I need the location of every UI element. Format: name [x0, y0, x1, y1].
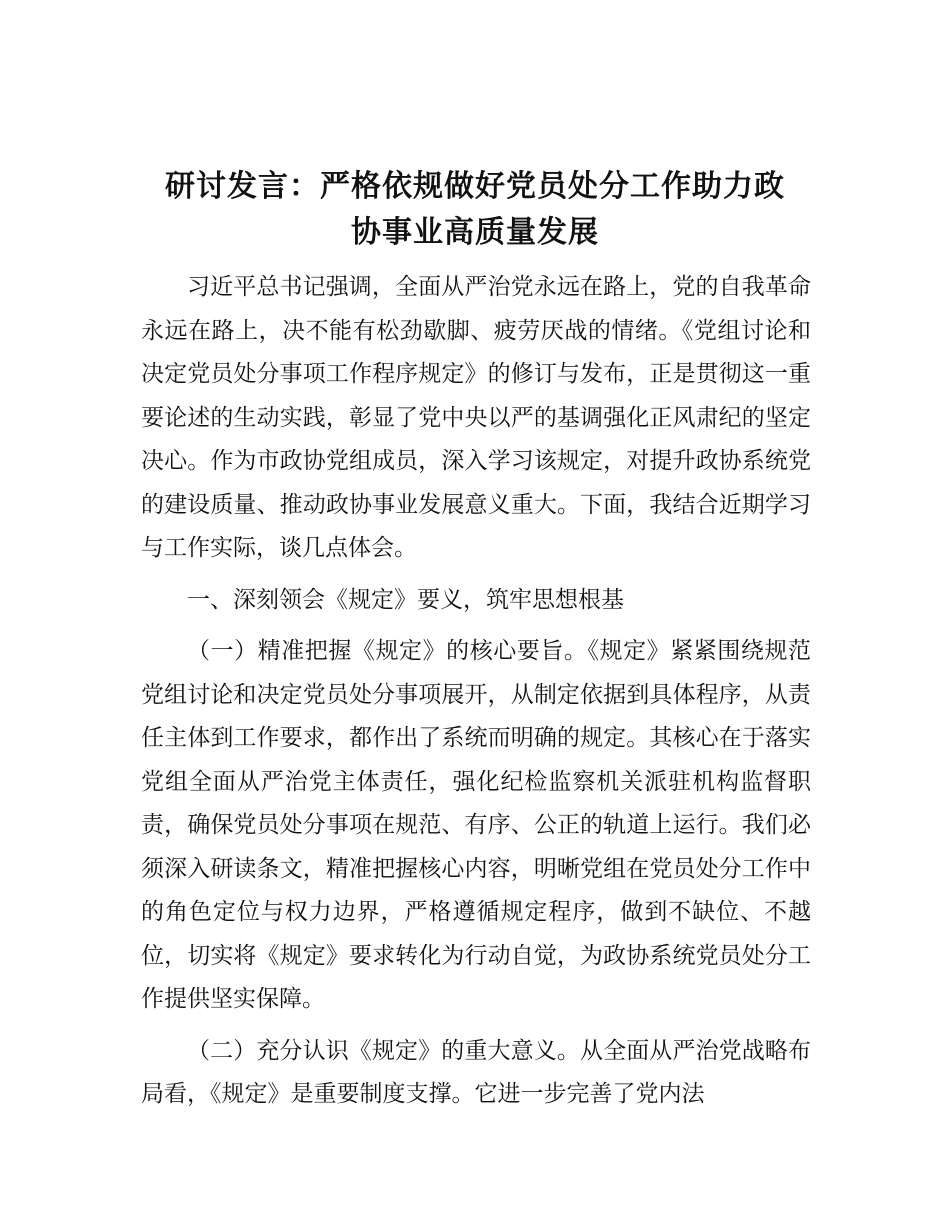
- section-heading-1: 一、深刻领会《规定》要义，筑牢思想根基: [187, 586, 624, 613]
- paragraph-section-1-1: （一）精准把握《规定》的核心要旨。《规定》紧紧围绕规范党组讨论和决定党员处分事项展开，从制定依据到具体程序，从责任主体到工作要求，都作出了系统而明确的规定。其核心在于落实党组全面从严治党主体责任，强化纪检监察机关派驻机构监督职责，确保党员处分事项在规范、有序、公正的轨道上运行。我们必须深入研读条文，精准把握核心内容，明晰党组在党员处分工作中的角色定位与权力边界，严格遵循规定程序，做到不缺位、不越位，切实将《规定》要求转化为行动自觉，为政协系统党员处分工作提供坚实保障。: [141, 638, 811, 1012]
- title-line-2: 协事业高质量发展: [351, 215, 599, 250]
- page-title: [140, 164, 810, 256]
- title-line-1: 研讨发言：严格依规做好党员处分工作助力政: [165, 169, 785, 204]
- paragraph-intro: 习近平总书记强调，全面从严治党永远在路上，党的自我革命永远在路上，决不能有松劲歇脚、疲劳厌战的情绪。《党组讨论和决定党员处分事项工作程序规定》的修订与发布，正是贯彻这一重要论述的生动实践，彰显了党中央以严的基调强化正风肃纪的坚定决心。作为市政协党组成员，深入学习该规定，对提升政协系统党的建设质量、推动政协事业发展意义重大。下面，我结合近期学习与工作实际，谈几点体会。: [141, 274, 811, 561]
- document-body: [141, 266, 811, 1117]
- paragraph-section-1-2: （二）充分认识《规定》的重大意义。从全面从严治党战略布局看，《规定》是重要制度支撑。它进一步完善了党内法: [141, 1037, 811, 1107]
